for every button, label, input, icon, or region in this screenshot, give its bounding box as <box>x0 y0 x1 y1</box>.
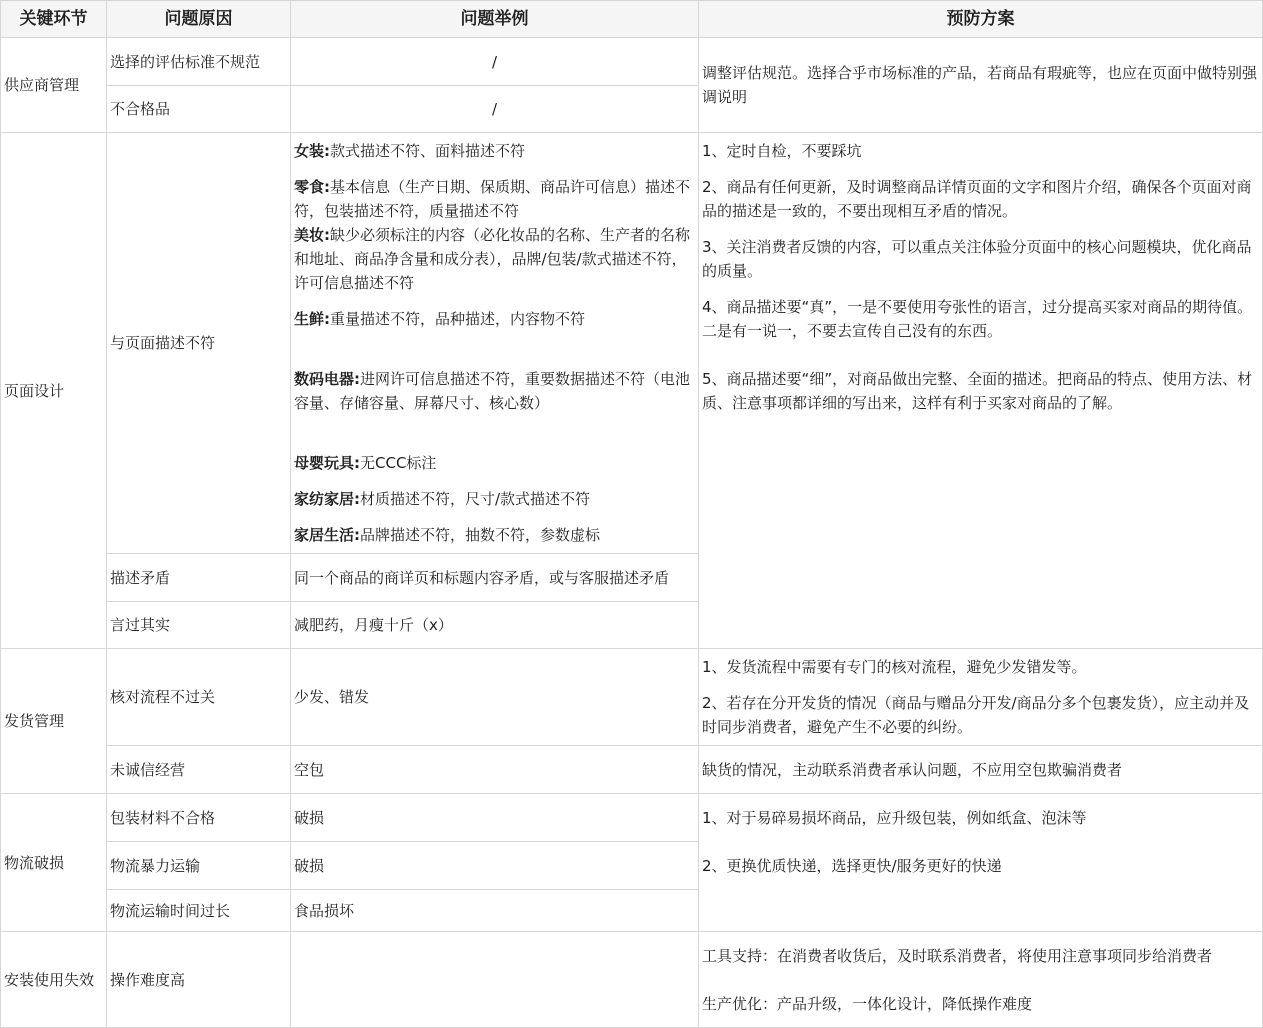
example-item: 家纺家居:材质描述不符，尺寸/款式描述不符 <box>294 490 591 508</box>
solution-item: 1、对于易碎易损坏商品，应升级包装，例如纸盒、泡沫等 <box>702 809 1087 827</box>
stage-shipping: 发货管理 <box>1 649 107 794</box>
header-row <box>1 1 1263 38</box>
example-item: 零食:基本信息（生产日期、保质期、商品许可信息）描述不符，包装描述不符，质量描述不符 <box>294 178 691 220</box>
solution-supplier: 调整评估规范。选择合乎市场标准的产品，若商品有瑕疵等，也应在页面中做特别强调说明 <box>699 38 1263 133</box>
solution-item: 4、商品描述要“真”，一是不要使用夸张性的语言，过分提高买家对商品的期待值。二是有一说一，不要去宣传自己没有的东西。 <box>702 298 1253 340</box>
example-cell: 破损 <box>291 794 699 842</box>
solution-item: 生产优化：产品升级，一体化设计，降低操作难度 <box>702 994 1033 1013</box>
category-label: 零食: <box>294 178 330 196</box>
cause-cell: 与页面描述不符 <box>107 133 291 554</box>
solution-install <box>699 932 1263 1028</box>
cause-cell: 描述矛盾 <box>107 554 291 602</box>
example-item: 母婴玩具:无CCC标注 <box>294 454 437 472</box>
solution-logistics <box>699 794 1263 932</box>
example-item: 生鲜:重量描述不符，品种描述，内容物不符 <box>294 310 586 328</box>
cause-cell: 核对流程不过关 <box>107 649 291 746</box>
example-item: 家居生活:品牌描述不符，抽数不符，参数虚标 <box>294 526 601 544</box>
solution-shipping-dishonest: 缺货的情况，主动联系消费者承认问题，不应用空包欺骗消费者 <box>699 746 1263 794</box>
example-cell: / <box>291 86 699 133</box>
header-stage: 关键环节 <box>1 1 107 38</box>
solution-item: 2、更换优质快递，选择更快/服务更好的快递 <box>702 857 1002 875</box>
table-row <box>1 746 1263 794</box>
solution-item: 2、商品有任何更新，及时调整商品详情页面的文字和图片介绍，确保各个页面对商品的描述是一致的，不要出现相互矛盾的情况。 <box>702 178 1252 220</box>
example-cell: 同一个商品的商详页和标题内容矛盾，或与客服描述矛盾 <box>291 554 699 602</box>
cause-cell: 包装材料不合格 <box>107 794 291 842</box>
cause-cell: 言过其实 <box>107 602 291 649</box>
category-label: 数码电器: <box>294 370 360 388</box>
category-label: 生鲜: <box>294 310 330 328</box>
example-cell: 食品损坏 <box>291 890 699 932</box>
stage-supplier: 供应商管理 <box>1 38 107 133</box>
cause-cell: 物流运输时间过长 <box>107 890 291 932</box>
solution-item: 1、发货流程中需要有专门的核对流程，避免少发错发等。 <box>702 658 1087 676</box>
example-list <box>291 133 699 554</box>
cause-cell: 选择的评估标准不规范 <box>107 38 291 86</box>
header-cause: 问题原因 <box>107 1 291 38</box>
example-cell <box>291 932 699 1028</box>
cause-cell: 未诚信经营 <box>107 746 291 794</box>
example-item: 美妆:缺少必须标注的内容（必化妆品的名称、生产者的名称和地址、商品净含量和成分表），品牌/包装/款式描述不符，许可信息描述不符 <box>294 226 691 292</box>
category-label: 女装: <box>294 142 330 160</box>
category-label: 母婴玩具: <box>294 454 360 472</box>
table-row <box>1 38 1263 86</box>
example-cell: 空包 <box>291 746 699 794</box>
solution-item: 工具支持：在消费者收货后，及时联系消费者，将使用注意事项同步给消费者 <box>702 946 1213 965</box>
category-label: 家纺家居: <box>294 490 360 508</box>
category-label: 美妆: <box>294 226 330 244</box>
category-label: 家居生活: <box>294 526 360 544</box>
solution-shipping-check <box>699 649 1263 746</box>
header-example: 问题举例 <box>291 1 699 38</box>
table-row <box>1 133 1263 554</box>
example-cell: 少发、错发 <box>291 649 699 746</box>
stage-page-design: 页面设计 <box>1 133 107 649</box>
solution-page-design <box>699 133 1263 649</box>
stage-logistics: 物流破损 <box>1 794 107 932</box>
cause-cell: 操作难度高 <box>107 932 291 1028</box>
table-row <box>1 794 1263 842</box>
example-cell: 破损 <box>291 842 699 890</box>
solution-item: 3、关注消费者反馈的内容，可以重点关注体验分页面中的核心问题模块，优化商品的质量。 <box>702 238 1252 280</box>
table-row <box>1 649 1263 746</box>
example-item: 数码电器:进网许可信息描述不符，重要数据描述不符（电池容量、存储容量、屏幕尺寸、核心数） <box>294 370 691 412</box>
solution-item: 2、若存在分开发货的情况（商品与赠品分开发/商品分多个包裹发货），应主动并及时同步消费者，避免产生不必要的纠纷。 <box>702 694 1250 736</box>
table-row <box>1 932 1263 1028</box>
stage-install: 安装使用失效 <box>1 932 107 1028</box>
solution-item: 1、定时自检，不要踩坑 <box>702 142 862 160</box>
solution-item: 5、商品描述要“细”，对商品做出完整、全面的描述。把商品的特点、使用方法、材质、注意事项都详细的写出来，这样有利于买家对商品的了解。 <box>702 370 1253 412</box>
example-cell: 减肥药，月瘦十斤（x） <box>291 602 699 649</box>
example-cell: / <box>291 38 699 86</box>
cause-cell: 物流暴力运输 <box>107 842 291 890</box>
cause-cell: 不合格品 <box>107 86 291 133</box>
example-item: 女装:款式描述不符、面料描述不符 <box>294 142 526 160</box>
header-solution: 预防方案 <box>699 1 1263 38</box>
